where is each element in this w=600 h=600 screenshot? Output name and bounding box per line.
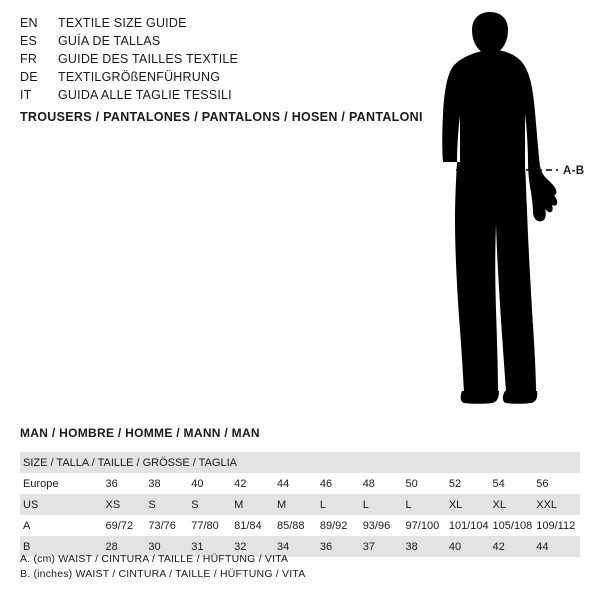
cell-europe-0: 36 xyxy=(105,477,118,490)
cell-b-6: 37 xyxy=(363,536,406,557)
table-row-europe xyxy=(20,473,580,494)
cell-a-8: 101/104 xyxy=(448,519,489,532)
silhouette-icon xyxy=(400,10,600,410)
row-label-a: A xyxy=(23,519,31,532)
cell-b-2: 31 xyxy=(191,536,234,557)
cell-b-10: 44 xyxy=(536,536,580,557)
language-list xyxy=(20,14,400,104)
cell-europe-6: 48 xyxy=(362,477,375,490)
male-silhouette-figure xyxy=(400,10,600,410)
cell-a-1: 73/76 xyxy=(148,519,176,532)
cell-us-1: S xyxy=(148,494,191,515)
language-text-en: TEXTILE SIZE GUIDE xyxy=(58,16,187,30)
cell-us-6: L xyxy=(363,494,406,515)
table-row-a xyxy=(20,515,580,536)
footnote-b: B. (inches) WAIST / CINTURA / TAILLE / HÜFTUNG / VITA xyxy=(20,568,306,580)
language-text-es: GUÍA DE TALLAS xyxy=(58,34,161,48)
cell-us-2: S xyxy=(191,494,234,515)
cell-us-3: M xyxy=(234,494,277,515)
footnote-a: A. (cm) WAIST / CINTURA / TAILLE / HÜFTUNG / VITA xyxy=(20,553,289,565)
row-label-us: US xyxy=(20,494,106,515)
product-title: TROUSERS / PANTALONES / PANTALONS / HOSEN / PANTALONI xyxy=(20,110,423,124)
cell-europe-5: 46 xyxy=(319,477,333,490)
cell-europe-4: 44 xyxy=(276,477,290,490)
cell-us-10: XXL xyxy=(536,494,580,515)
language-row-de xyxy=(20,68,400,86)
cell-a-7: 97/100 xyxy=(405,519,440,532)
cell-b-9: 42 xyxy=(493,536,537,557)
cell-b-5: 36 xyxy=(320,536,363,557)
measure-label-ab: A-B xyxy=(563,165,585,177)
cell-b-4: 34 xyxy=(277,536,320,557)
cell-europe-3: 42 xyxy=(234,477,247,490)
cell-b-8: 40 xyxy=(449,536,493,557)
cell-a-5: 89/92 xyxy=(319,519,348,532)
cell-b-3: 32 xyxy=(234,536,277,557)
cell-a-0: 69/72 xyxy=(105,519,134,532)
cell-a-9: 105/108 xyxy=(492,519,533,532)
language-text-fr: GUIDE DES TAILLES TEXTILE xyxy=(58,52,239,66)
cell-us-9: XL xyxy=(493,494,537,515)
cell-europe-2: 40 xyxy=(191,477,204,490)
cell-europe-10: 56 xyxy=(536,477,549,490)
cell-us-7: L xyxy=(406,494,449,515)
cell-us-4: M xyxy=(277,494,320,515)
cell-europe-7: 50 xyxy=(405,477,418,490)
cell-a-6: 93/96 xyxy=(362,519,391,532)
row-label-b: B xyxy=(20,536,106,557)
row-label-europe: Europe xyxy=(23,477,59,490)
language-text-it: GUIDA ALLE TAGLIE TESSILI xyxy=(58,88,232,102)
cell-a-4: 85/88 xyxy=(276,519,305,532)
table-title: MAN / HOMBRE / HOMME / MANN / MAN xyxy=(20,426,260,440)
table-row-us xyxy=(20,494,580,515)
cell-us-0: XS xyxy=(106,494,149,515)
language-row-fr xyxy=(20,50,400,68)
table-row-size-header xyxy=(20,452,580,473)
language-row-es xyxy=(20,32,400,50)
language-code-en: EN xyxy=(20,16,38,30)
cell-b-7: 38 xyxy=(406,536,449,557)
cell-europe-8: 52 xyxy=(448,477,462,490)
cell-b-1: 30 xyxy=(148,536,191,557)
cell-europe-9: 54 xyxy=(492,477,505,490)
cell-us-8: XL xyxy=(449,494,493,515)
cell-a-3: 81/84 xyxy=(234,519,262,532)
language-row-it xyxy=(20,86,400,104)
language-code-it: IT xyxy=(20,88,32,102)
cell-europe-1: 38 xyxy=(148,477,161,490)
cell-us-5: L xyxy=(320,494,363,515)
size-table xyxy=(20,452,580,557)
language-text-de: TEXTILGRÖßENFÜHRUNG xyxy=(58,70,221,84)
cell-a-2: 77/80 xyxy=(191,519,219,532)
cell-b-0: 28 xyxy=(106,536,149,557)
cell-a-10: 109/112 xyxy=(536,519,576,532)
footnotes xyxy=(20,552,305,582)
language-code-de: DE xyxy=(20,70,38,84)
row-label-size: SIZE / TALLA / TAILLE / GRÖSSE / TAGLIA xyxy=(20,452,580,473)
language-row-en xyxy=(20,14,400,32)
language-code-es: ES xyxy=(20,34,38,48)
language-code-fr: FR xyxy=(20,52,38,66)
